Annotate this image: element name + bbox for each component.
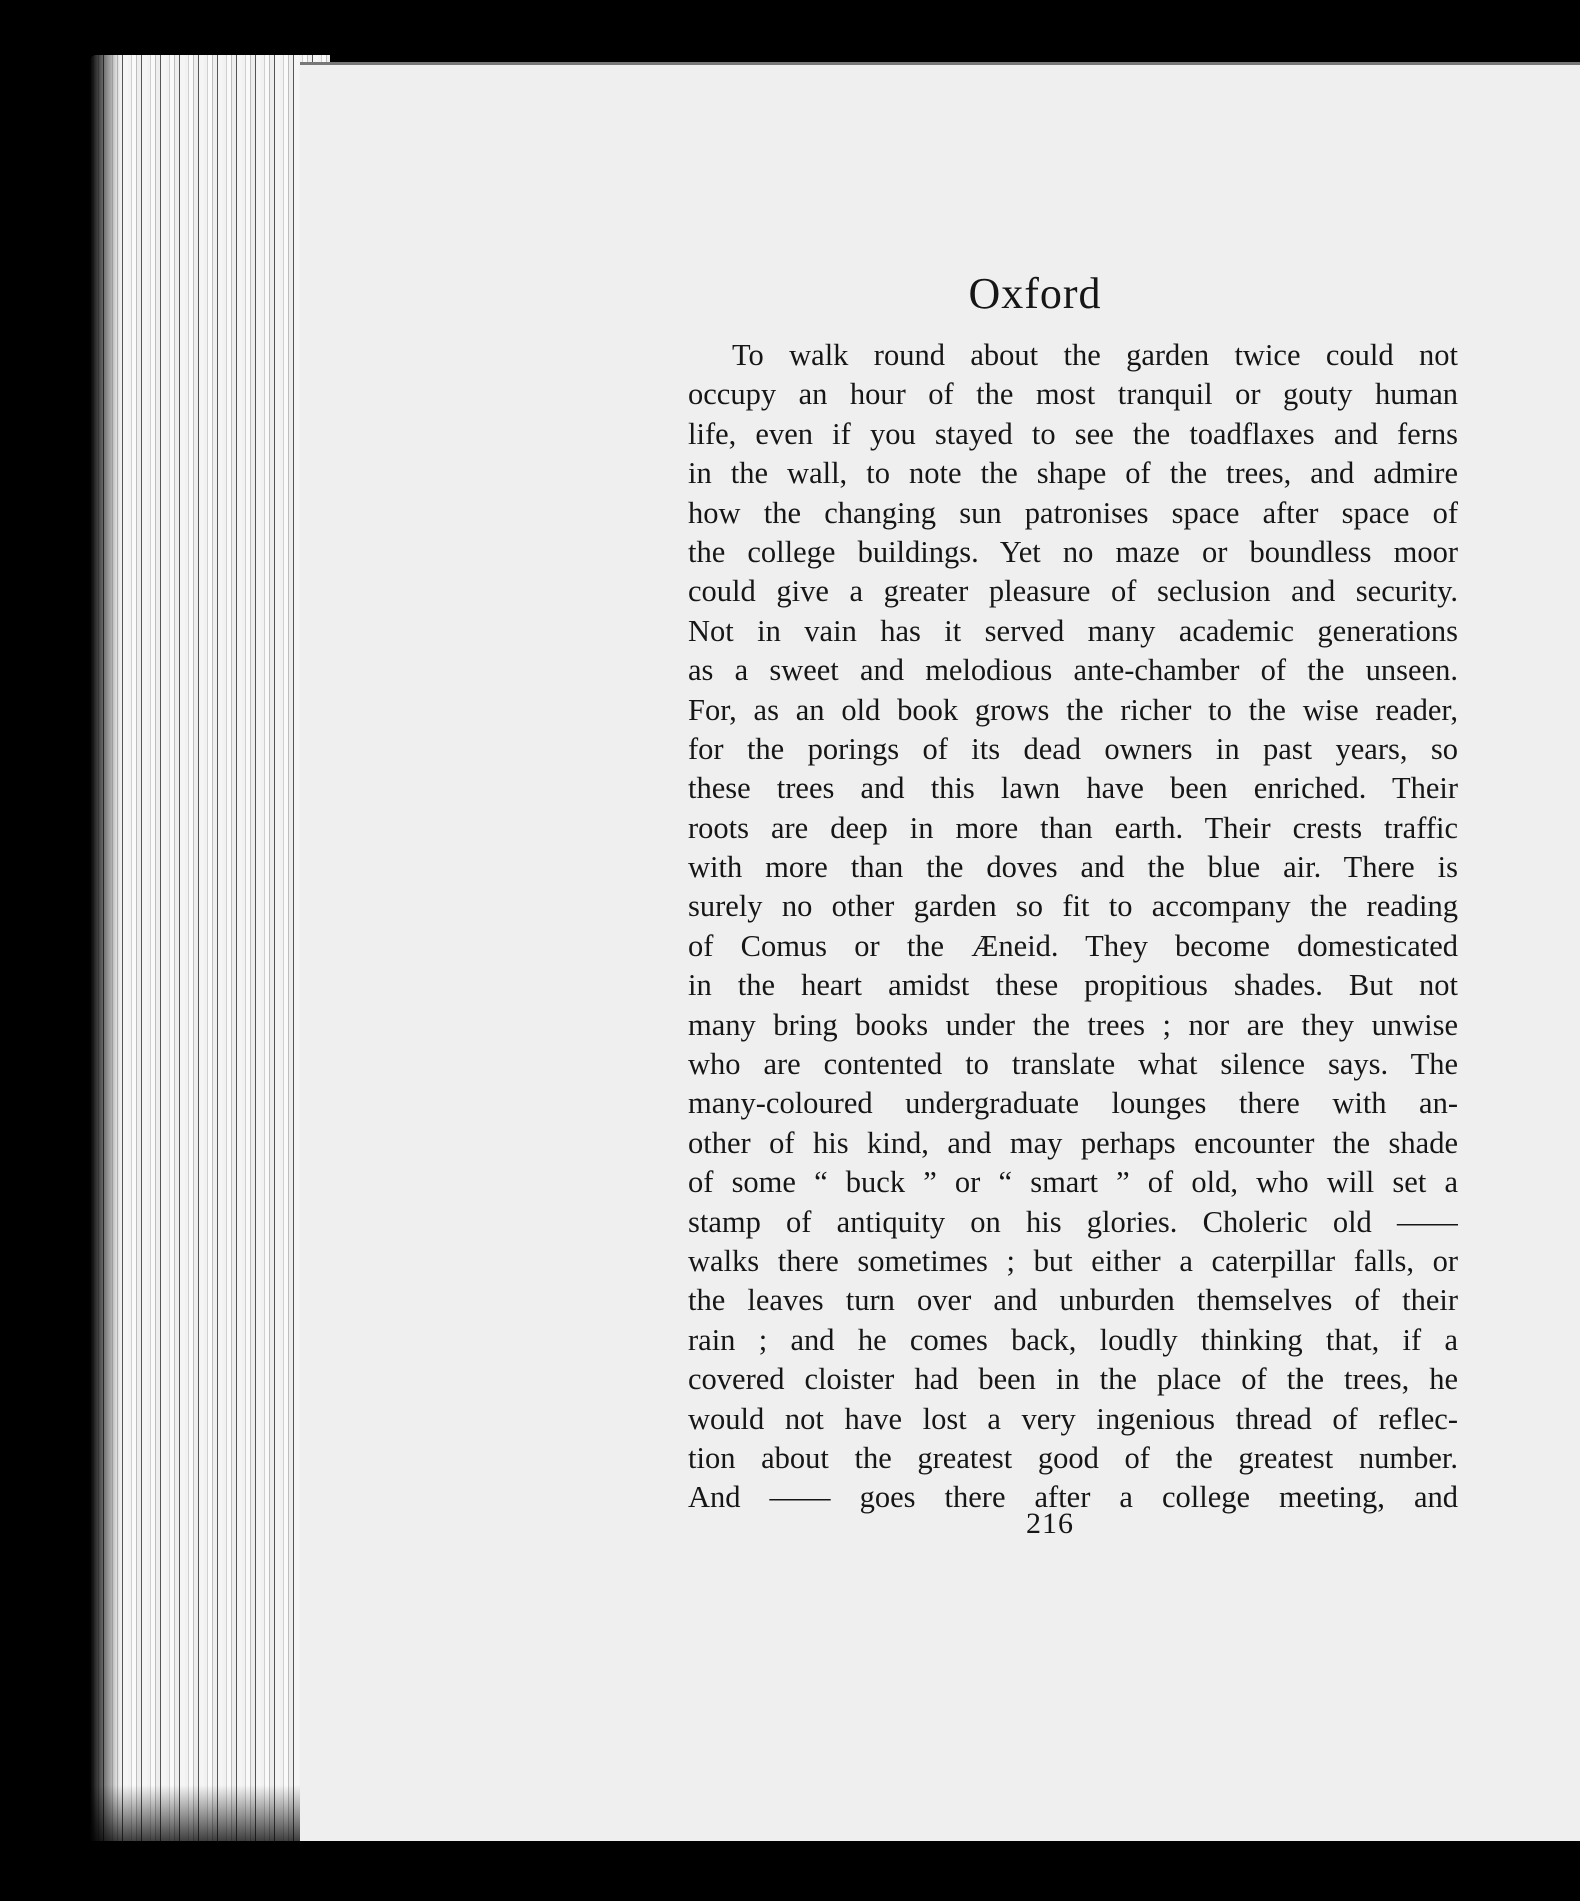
text-line: stamp of antiquity on his glories. Choleric old —— xyxy=(688,1204,1458,1239)
page-fore-edges xyxy=(90,55,330,1845)
text-line: tion about the greatest good of the greatest number. xyxy=(688,1440,1458,1475)
text-line: Not in vain has it served many academic generations xyxy=(688,613,1458,648)
text-line: occupy an hour of the most tranquil or gouty human xyxy=(688,377,1458,412)
text-line: And —— goes there after a college meeting, and xyxy=(688,1480,1458,1515)
text-line: the leaves turn over and unburden themselves of their xyxy=(688,1283,1458,1318)
text-line: who are contented to translate what silence says. The xyxy=(688,1047,1458,1082)
text-line: rain ; and he comes back, loudly thinking that, if a xyxy=(688,1322,1458,1357)
text-line: other of his kind, and may perhaps encounter the shade xyxy=(688,1125,1458,1160)
text-line: roots are deep in more than earth. Their crests traffic xyxy=(688,810,1458,845)
text-line: the college buildings. Yet no maze or boundless moor xyxy=(688,534,1458,569)
text-line: surely no other garden so fit to accompany the reading xyxy=(688,889,1458,924)
text-line: many-coloured undergraduate lounges there with an- xyxy=(688,1086,1458,1121)
text-line: how the changing sun patronises space after space of xyxy=(688,495,1458,530)
text-line: these trees and this lawn have been enriched. Their xyxy=(688,771,1458,806)
body-text xyxy=(688,336,1458,1518)
text-line: as a sweet and melodious ante-chamber of the unseen. xyxy=(688,653,1458,688)
text-line: of some “ buck ” or “ smart ” of old, who will set a xyxy=(688,1165,1458,1200)
text-line: For, as an old book grows the richer to the wise reader, xyxy=(688,692,1458,727)
page-number: 216 xyxy=(1026,1507,1074,1540)
text-line: could give a greater pleasure of seclusion and security. xyxy=(688,574,1458,609)
text-line: covered cloister had been in the place of the trees, he xyxy=(688,1362,1458,1397)
text-line: To walk round about the garden twice could not xyxy=(732,338,1458,372)
text-line: of Comus or the Æneid. They become domesticated xyxy=(688,928,1458,963)
text-line: many bring books under the trees ; nor are they unwise xyxy=(688,1007,1458,1042)
running-head: Oxford xyxy=(968,269,1102,318)
text-line: life, even if you stayed to see the toadflaxes and ferns xyxy=(688,416,1458,451)
text-line: walks there sometimes ; but either a caterpillar falls, or xyxy=(688,1243,1458,1278)
text-line: in the heart amidst these propitious shades. But not xyxy=(688,968,1458,1003)
text-line: with more than the doves and the blue air. There is xyxy=(688,850,1458,885)
text-line: in the wall, to note the shape of the trees, and admire xyxy=(688,456,1458,491)
text-line: for the porings of its dead owners in past years, so xyxy=(688,731,1458,766)
text-line: would not have lost a very ingenious thread of reflec- xyxy=(688,1401,1458,1436)
scan-bottom-border xyxy=(0,1841,1580,1901)
